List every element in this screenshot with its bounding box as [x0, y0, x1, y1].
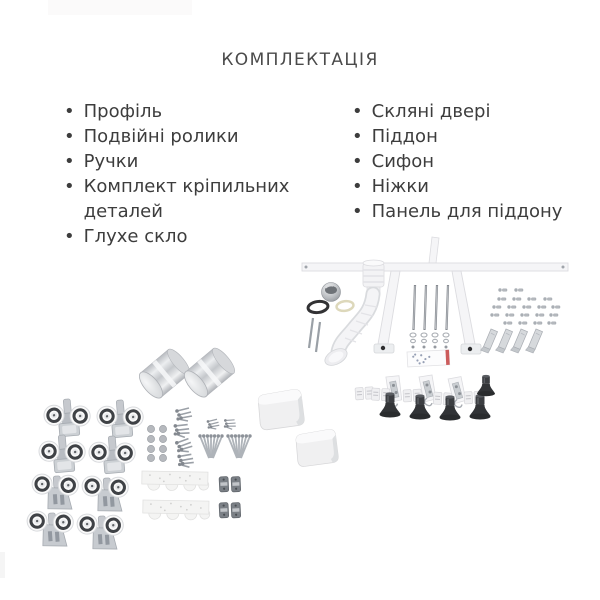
list-item-label: Ніжки: [371, 176, 429, 197]
bullet-icon: •: [64, 101, 75, 122]
list-item-label: Піддон: [371, 126, 438, 147]
bullet-icon: •: [352, 201, 363, 222]
bullet-icon: •: [64, 226, 75, 247]
double-rollers: [26, 397, 144, 552]
threaded-rods: [414, 285, 449, 330]
metal-clips: [219, 477, 241, 518]
edge-artifact: [0, 552, 5, 578]
list-item-label: Скляні двері: [371, 101, 491, 122]
page-title: КОМПЛЕКТАЦІЯ: [221, 50, 379, 70]
mounting-brackets: [480, 328, 542, 354]
panel-corner-caps: [258, 389, 339, 467]
fastening-strips: [142, 471, 210, 520]
list-item-label: Глухе скло: [83, 226, 188, 247]
bullet-icon: •: [64, 151, 75, 172]
long-screw-fans: [198, 434, 251, 458]
list-item-label: Панель для піддону: [371, 201, 563, 222]
list-item-label: Профіль: [83, 101, 163, 122]
bullet-icon: •: [352, 176, 363, 197]
list-item-label: Комплект кріпильних деталей: [83, 176, 290, 222]
instruction-sheet: [407, 350, 450, 367]
bullet-icon: •: [64, 126, 75, 147]
list-item-label: Ручки: [83, 151, 139, 172]
cover-caps: [147, 425, 166, 461]
list-item-label: Подвійні ролики: [83, 126, 239, 147]
drain-cover: [322, 283, 341, 302]
small-fasteners-grid: [490, 288, 560, 324]
bullet-icon: •: [352, 126, 363, 147]
washers-and-nuts: [410, 333, 449, 349]
metal-pins: [309, 318, 320, 352]
rubber-o-ring: [307, 300, 328, 314]
bullet-icon: •: [352, 101, 363, 122]
bullet-icon: •: [64, 176, 75, 197]
list-item-label: Сифон: [371, 151, 435, 172]
sealing-ring: [336, 300, 354, 312]
bullet-icon: •: [352, 151, 363, 172]
door-knobs: [135, 345, 238, 402]
